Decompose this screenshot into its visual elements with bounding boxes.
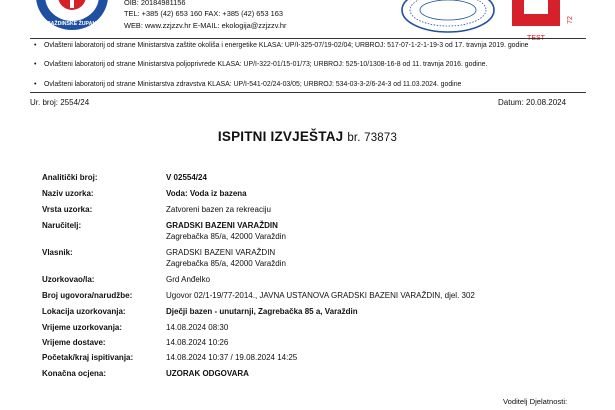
field-value: Ugovor 02/1-19/77-2014., JAVNA USTANOVA GRADSKI BAZENI VARAŽDIN, djel. 302 — [166, 291, 475, 300]
field-value: GRADSKI BAZENI VARAŽDIN — [166, 248, 276, 257]
phone-fax-line: TEL: +385 (42) 653 160 FAX: +385 (42) 653 163 — [124, 9, 284, 18]
final-assessment: UZORAK ODGOVARA — [166, 369, 249, 378]
accreditation-item: • Ovlašteni laboratorij od strane Ministarstva poljoprivrede KLASA: UP/I-322-01/15-01/73; URBROJ: 525-10/1308-16-8 od 11. travnja 2016. godine. — [34, 61, 488, 68]
field-value: 14.08.2024 10:26 — [166, 338, 229, 347]
report-date: Datum: 20.08.2024 — [498, 98, 567, 107]
field-value: Voda: Voda iz bazena — [166, 189, 247, 198]
field-label: Lokacija uzorkovanja: — [42, 307, 126, 316]
signatory-label: Voditelj Djelatnosti: — [503, 397, 568, 406]
field-value: Zagrebačka 85/a, 42000 Varaždin — [166, 232, 286, 241]
field-label: Naziv uzorka: — [42, 189, 94, 198]
accreditation-logo — [400, 0, 496, 36]
field-label: Uzorkovao/la: — [42, 275, 95, 284]
field-label: Početak/kraj ispitivanja: — [42, 353, 134, 362]
field-label: Vlasnik: — [42, 248, 73, 257]
test-logo — [510, 0, 582, 48]
field-label: Broj ugovora/narudžbe: — [42, 291, 133, 300]
reference-number: Ur. broj: 2554/24 — [30, 98, 90, 107]
field-label: Vrijeme dostave: — [42, 338, 106, 347]
field-value: Grd Anđelko — [166, 275, 211, 284]
field-label: Vrsta uzorka: — [42, 205, 93, 214]
field-label: Naručitelj: — [42, 221, 82, 230]
field-value: Zatvoreni bazen za rekreaciju — [166, 205, 271, 214]
oib-line: OIB: 20184981156 — [124, 0, 186, 7]
institute-logo — [34, 0, 110, 30]
field-value: 14.08.2024 08:30 — [166, 323, 229, 332]
field-label: Vrijeme uzorkovanja: — [42, 323, 123, 332]
accreditation-item: • Ovlašteni laboratorij od strane Ministarstva zaštite okoliša i energetike KLASA: UP/I-325-07/19-02/04; URBROJ: 517-07-1-2-1-19-3 od 17. travnja 2019. godine — [34, 42, 529, 49]
field-value: Zagrebačka 85/a, 42000 Varaždin — [166, 259, 286, 268]
field-value: 14.08.2024 10:37 / 19.08.2024 14:25 — [166, 353, 298, 362]
accreditation-item: • Ovlašteni laboratorij od strane Ministarstva zdravstva KLASA: UP/I-541-02/24-03/05; URBROJ: 534-03-3-2/6-24-3 od 11.03.2024. godine — [34, 81, 462, 88]
test-logo-number: 72 — [567, 16, 574, 24]
field-label: Konačna ocjena: — [42, 369, 107, 378]
accreditation-divider — [30, 92, 586, 93]
page-title — [0, 129, 615, 144]
web-email-line: WEB: www.zzjzzv.hr E-MAIL: ekologija@zzjzzv.hr — [124, 21, 287, 30]
bullet-icon: • — [34, 61, 37, 68]
header-divider — [30, 38, 586, 39]
field-value: GRADSKI BAZENI VARAŽDIN — [166, 221, 278, 230]
field-value: Dječji bazen - unutarnji, Zagrebačka 85 a, Varaždin — [166, 307, 358, 316]
title-number: br. 73873 — [347, 132, 398, 144]
logo-caption: VARAŽDINSKE ŽUPANIJE — [40, 21, 104, 27]
test-logo-label: TEST — [527, 35, 545, 42]
field-label: Analitički broj: — [42, 173, 98, 182]
title-main: ISPITNI IZVJEŠTAJ — [217, 129, 344, 144]
field-value: V 02554/24 — [166, 173, 207, 182]
bullet-icon: • — [34, 42, 37, 49]
bullet-icon: • — [34, 81, 37, 88]
